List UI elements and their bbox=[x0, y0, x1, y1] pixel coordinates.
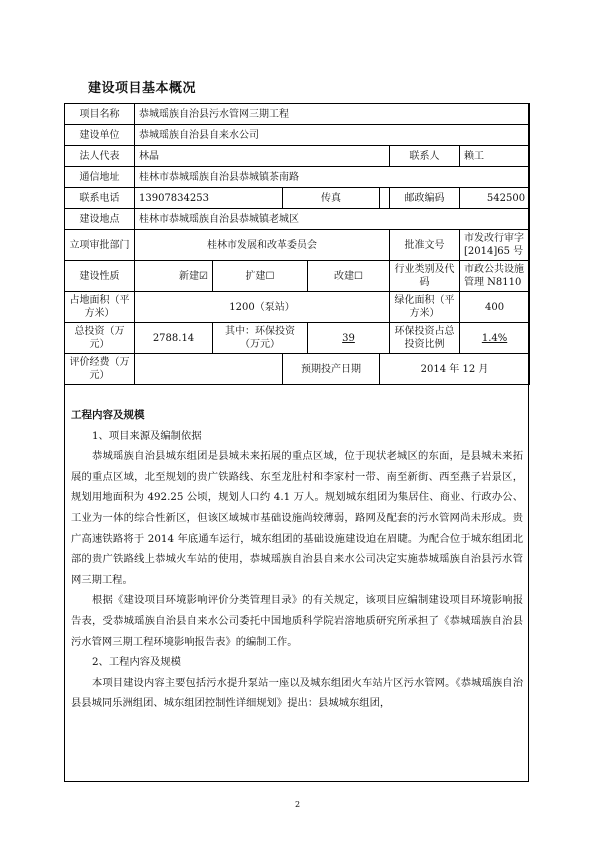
env-invest: 39 bbox=[308, 323, 390, 354]
area: 1200（泵站） bbox=[135, 292, 390, 323]
fax-label: 传真 bbox=[283, 188, 380, 209]
project-name: 恭城瑶族自治县污水管网三期工程 bbox=[135, 104, 530, 125]
table-row bbox=[65, 354, 530, 385]
industry: 市政公共设施管理 N8110 bbox=[460, 261, 530, 292]
assess-fee-label: 评价经费（万元） bbox=[65, 354, 135, 385]
area-label: 占地面积（平方米） bbox=[65, 292, 135, 323]
industry-label: 行业类别及代码 bbox=[390, 261, 460, 292]
table-row bbox=[65, 167, 530, 188]
invest: 2788.14 bbox=[135, 323, 213, 354]
legal-rep: 林晶 bbox=[135, 146, 390, 167]
approval-dept: 桂林市发展和改革委员会 bbox=[135, 230, 390, 261]
assess-fee bbox=[135, 354, 283, 385]
table-row bbox=[65, 323, 530, 354]
paragraph: 恭城瑶族自治县城东组团是县城未来拓展的重点区域，位于现状老城区的东面，是县城未来拓展的重点区域，北至规划的贵广铁路线、东至龙肚村和李家村一带、南至新街、西至燕子岩景区，规划用地面积为 492.25 公顷，规划人口约 4.1 万人。规划城东组团为集居住、商业、行政办公、工业为一体的综合性新区，但该区域城市基础设施尚较薄弱，路网及配套的污水管网尚未形成。贵广高速铁路将于 2014 年底通车运行，城东组团的基础设施建设迫在眉睫。为配合位于城东组团北部的贵广铁路线上恭城火车站的使用，恭城瑶族自治县自来水公司决定实施恭城瑶族自治县污水管网三期工程。 bbox=[71, 450, 523, 586]
nature-label: 建设性质 bbox=[65, 261, 135, 292]
address-label: 通信地址 bbox=[65, 167, 135, 188]
prod-date: 2014 年 12 月 bbox=[380, 354, 530, 385]
phone: 13907834253 bbox=[135, 188, 283, 209]
approval-no-label: 批准文号 bbox=[390, 230, 460, 261]
table-row bbox=[65, 146, 530, 167]
contact: 赖工 bbox=[460, 146, 530, 167]
builder-label: 建设单位 bbox=[65, 125, 135, 146]
subsection-heading: 1、项目来源及编制依据 bbox=[92, 429, 202, 442]
legal-rep-label: 法人代表 bbox=[65, 146, 135, 167]
table-row bbox=[65, 188, 530, 209]
phone-label: 联系电话 bbox=[65, 188, 135, 209]
green: 400 bbox=[460, 292, 530, 323]
builder: 恭城瑶族自治县自来水公司 bbox=[135, 125, 530, 146]
paragraph: 本项目建设内容主要包括污水提升泵站一座以及城东组团火车站片区污水管网。《恭城瑶族自治县县城同乐洲组团、城东组团控制性详细规划》提出：县城城东组团， bbox=[71, 676, 523, 710]
green-label: 绿化面积（平方米） bbox=[390, 292, 460, 323]
subsection-heading: 2、工程内容及规模 bbox=[92, 656, 181, 669]
page-title: 建设项目基本概况 bbox=[88, 81, 197, 96]
address: 桂林市恭城瑶族自治县恭城镇茶南路 bbox=[135, 167, 530, 188]
env-ratio-label: 环保投资占总投资比例 bbox=[390, 323, 460, 354]
env-invest-label: 其中：环保投资（万元） bbox=[213, 323, 308, 354]
prod-date-label: 预期投产日期 bbox=[283, 354, 380, 385]
table-row bbox=[65, 292, 530, 323]
approval-dept-label: 立项审批部门 bbox=[65, 230, 135, 261]
nature-expand: 扩建☐ bbox=[213, 261, 308, 292]
postcode: 542500 bbox=[460, 188, 530, 209]
table-row bbox=[65, 104, 530, 125]
project-content bbox=[71, 405, 523, 714]
section-heading: 工程内容及规模 bbox=[71, 409, 145, 421]
basic-info-table bbox=[64, 103, 530, 385]
fax bbox=[380, 188, 390, 209]
page-number: 2 bbox=[294, 800, 301, 809]
env-ratio: 1.4% bbox=[460, 323, 530, 354]
location: 桂林市恭城瑶族自治县恭城镇老城区 bbox=[135, 209, 530, 230]
location-label: 建设地点 bbox=[65, 209, 135, 230]
approval-no: 市发改行审字[2014]65 号 bbox=[460, 230, 530, 261]
project-name-label: 项目名称 bbox=[65, 104, 135, 125]
table-row bbox=[65, 209, 530, 230]
table-row bbox=[65, 230, 530, 261]
table-row bbox=[65, 261, 530, 292]
invest-label: 总投资（万元） bbox=[65, 323, 135, 354]
nature-new: 新建☑ bbox=[135, 261, 213, 292]
table-row bbox=[65, 125, 530, 146]
nature-rebuild: 改建☐ bbox=[308, 261, 390, 292]
paragraph: 根据《建设项目环境影响评价分类管理目录》的有关规定，该项目应编制建设项目环境影响报告表，受恭城瑶族自治县自来水公司委托中国地质科学院岩溶地质研究所承担了《恭城瑶族自治县污水管网三期工程环境影响报告表》的编制工作。 bbox=[71, 594, 523, 648]
postcode-label: 邮政编码 bbox=[390, 188, 460, 209]
contact-label: 联系人 bbox=[390, 146, 460, 167]
